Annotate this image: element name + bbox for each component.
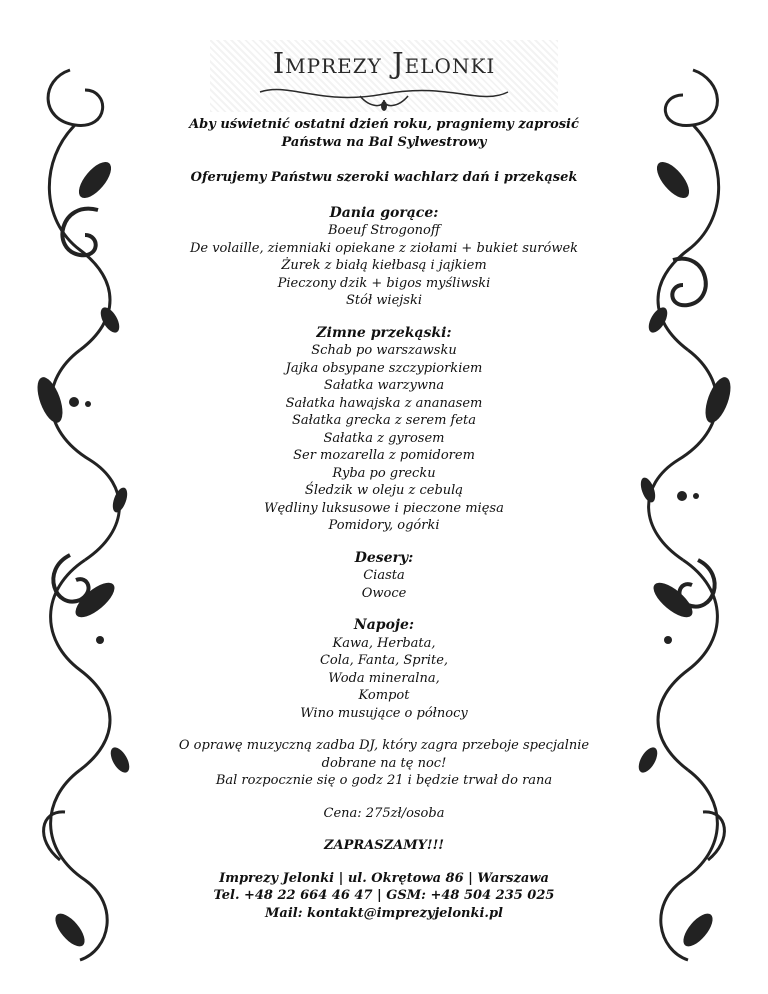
list-item: Pomidory, ogórki xyxy=(328,518,440,533)
section-title-desserts: Desery: xyxy=(354,549,414,566)
list-item: Ryba po grecku xyxy=(332,465,436,481)
list-item: Jajka obsypane szczypiorkiem xyxy=(285,360,483,376)
list-item: Ciasta xyxy=(363,568,405,583)
section-title-drinks: Napoje: xyxy=(353,617,415,633)
list-item: Stół wiejski xyxy=(345,293,423,308)
list-item: De volaille, ziemniaki opiekane z ziołami + bukiet surówek xyxy=(189,240,579,256)
list-item: Kawa, Herbata, xyxy=(332,635,436,651)
list-item: Boeuf Strogonoff xyxy=(327,223,441,238)
list-item: Sałatka z gyrosem xyxy=(323,430,445,446)
section-title-cold: Zimne przekąski: xyxy=(316,324,452,341)
footer-mail: Mail: kontakt@imprezyjelonki.pl xyxy=(265,905,503,921)
list-item: Owoce xyxy=(361,585,407,601)
music-line-2: dobrane na tę noc! xyxy=(321,755,447,771)
footer-phone: Tel. +48 22 664 46 47 | GSM: +48 504 235 025 xyxy=(213,888,555,903)
list-item: Żurek z białą kiełbasą i jajkiem xyxy=(281,258,487,273)
footer-address: Imprezy Jelonki | ul. Okrętowa 86 | Warszawa xyxy=(219,870,549,886)
left-swirl-border-icon xyxy=(0,0,150,994)
intro-line-1: Aby uświetnić ostatni dzień roku, pragniemy zaprosić xyxy=(189,117,579,132)
music-line-1: O oprawę muzyczną zadba DJ, który zagra przeboje specjalnie xyxy=(178,738,590,753)
list-item: Wędliny luksusowe i pieczone mięsa xyxy=(264,500,504,516)
right-swirl-border-icon xyxy=(618,0,768,994)
list-item: Ser mozarella z pomidorem xyxy=(293,448,475,463)
list-item: Cola, Fanta, Sprite, xyxy=(319,653,449,668)
list-item: Pieczony dzik + bigos myśliwski xyxy=(277,275,491,291)
logo xyxy=(210,40,558,112)
list-item: Schab po warszawsku xyxy=(311,343,457,358)
section-title-hot: Dania gorące: xyxy=(329,204,439,221)
offer-line: Oferujemy Państwu szeroki wachlarz dań i przekąsek xyxy=(190,170,578,185)
logo-text: Imprezy Jelonki xyxy=(272,46,496,80)
list-item: Śledzik w oleju z cebulą xyxy=(304,483,464,498)
list-item: Sałatka grecka z serem feta xyxy=(291,413,477,428)
list-item: Wino musujące o północy xyxy=(300,705,468,721)
list-item: Woda mineralna, xyxy=(328,670,440,686)
list-item: Sałatka hawajska z ananasem xyxy=(285,395,483,411)
intro-line-2: Państwa na Bal Sylwestrowy xyxy=(281,134,487,150)
list-item: Kompot xyxy=(358,688,410,703)
price-line: Cena: 275zł/osoba xyxy=(323,805,445,821)
list-item: Sałatka warzywna xyxy=(323,378,445,393)
logo-swash-icon xyxy=(250,78,518,112)
music-line-3: Bal rozpocznie się o godz 21 i będzie trwał do rana xyxy=(215,773,553,788)
menu-content xyxy=(140,116,628,922)
invite-line: ZAPRASZAMY!!! xyxy=(324,838,444,853)
